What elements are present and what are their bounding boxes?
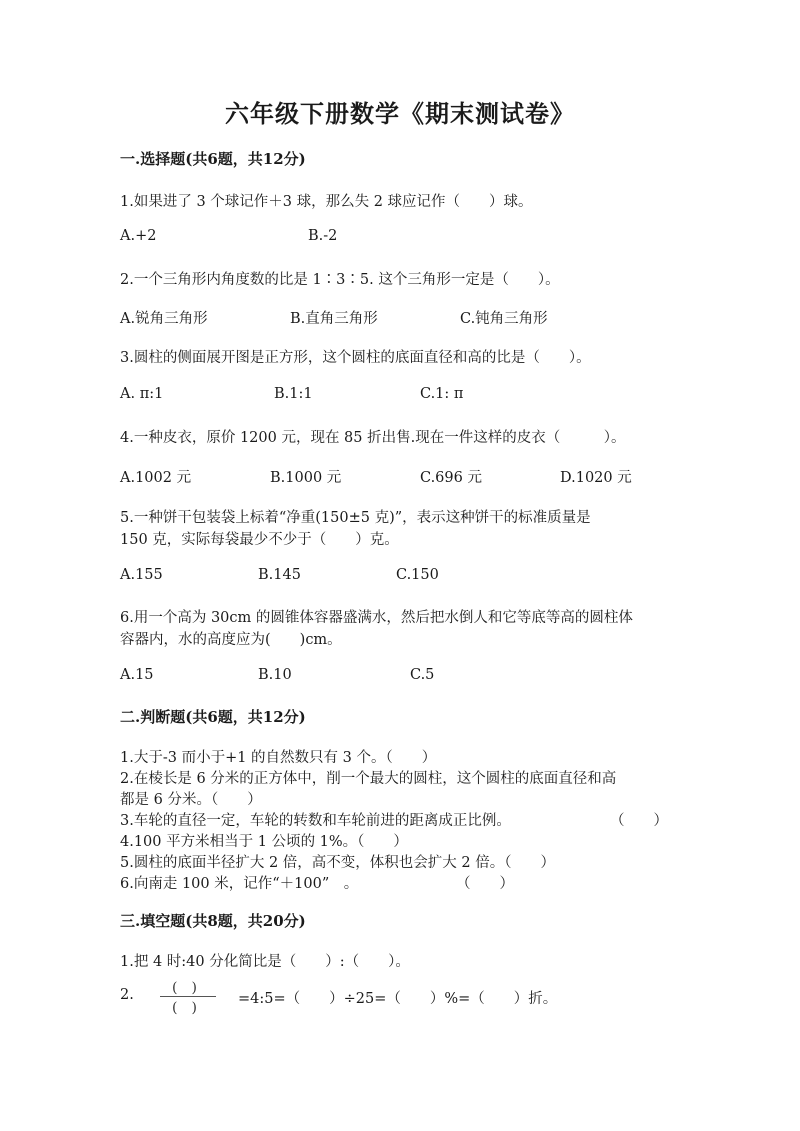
choice-question-5-line2: 150 克，实际每袋最少不少于（ ）克。 xyxy=(120,532,399,548)
fill-blank-question-2-number: 2. xyxy=(120,987,134,1003)
fill-blank-question-2-rest: =4:5=（ ）÷25=（ ）%=（ ）折。 xyxy=(238,991,558,1007)
section-heading-fill-blank: 三.填空题(共8题，共20分) xyxy=(120,912,306,930)
choice-question-4: 4.一种皮衣，原价 1200 元，现在 85 折出售.现在一件这样的皮衣（ ）。 xyxy=(120,430,626,446)
choice-5-option-b: B.145 xyxy=(258,567,301,583)
choice-4-option-a: A.1002 元 xyxy=(120,470,192,486)
choice-question-2: 2.一个三角形内角度数的比是 1∶3∶5. 这个三角形一定是（ ）。 xyxy=(120,272,560,288)
choice-6-option-c: C.5 xyxy=(410,667,435,683)
judgement-item-6: 6.向南走 100 米，记作“＋100” 。 xyxy=(120,876,359,892)
choice-question-5-line1: 5.一种饼干包装袋上标着“净重(150±5 克)”，表示这种饼干的标准质量是 xyxy=(120,510,591,526)
fill-blank-question-1: 1.把 4 时:40 分化简比是（ ）:（ ）。 xyxy=(120,954,410,970)
choice-3-option-a: A. π:1 xyxy=(120,386,164,402)
fraction-denominator-blank: ( ) xyxy=(172,1000,197,1016)
blank-fraction xyxy=(160,977,216,1015)
choice-question-1: 1.如果进了 3 个球记作＋3 球，那么失 2 球应记作（ ）球。 xyxy=(120,194,533,210)
judgement-item-3-paren: （ ） xyxy=(610,813,668,829)
choice-1-option-b: B.-2 xyxy=(308,228,338,244)
choice-4-option-d: D.1020 元 xyxy=(560,470,632,486)
judgement-item-5: 5.圆柱的底面半径扩大 2 倍，高不变，体积也会扩大 2 倍。（ ） xyxy=(120,855,555,871)
page-title: 六年级下册数学《期末测试卷》 xyxy=(225,99,575,128)
choice-4-option-b: B.1000 元 xyxy=(270,470,342,486)
choice-4-option-c: C.696 元 xyxy=(420,470,482,486)
choice-3-option-b: B.1:1 xyxy=(274,386,313,402)
judgement-item-2-line1: 2.在棱长是 6 分米的正方体中，削一个最大的圆柱，这个圆柱的底面直径和高 xyxy=(120,771,617,787)
choice-question-6-line2: 容器内，水的高度应为( )cm。 xyxy=(120,632,342,648)
choice-5-option-a: A.155 xyxy=(120,567,163,583)
choice-2-option-b: B.直角三角形 xyxy=(290,311,378,327)
choice-question-3: 3.圆柱的侧面展开图是正方形，这个圆柱的底面直径和高的比是（ ）。 xyxy=(120,350,591,366)
choice-6-option-b: B.10 xyxy=(258,667,292,683)
judgement-item-4: 4.100 平方米相当于 1 公顷的 1%。（ ） xyxy=(120,834,408,850)
choice-6-option-a: A.15 xyxy=(120,667,154,683)
choice-question-6-line1: 6.用一个高为 30cm 的圆锥体容器盛满水，然后把水倒人和它等底等高的圆柱体 xyxy=(120,610,633,626)
judgement-item-2-line2: 都是 6 分米。（ ） xyxy=(120,792,262,808)
fraction-numerator-blank: ( ) xyxy=(172,980,197,996)
judgement-item-3: 3.车轮的直径一定，车轮的转数和车轮前进的距离成正比例。 xyxy=(120,813,511,829)
choice-2-option-a: A.锐角三角形 xyxy=(120,311,208,327)
section-heading-judgement: 二.判断题(共6题，共12分) xyxy=(120,708,306,726)
judgement-item-6-paren: （ ） xyxy=(456,876,514,892)
judgement-item-1: 1.大于-3 而小于+1 的自然数只有 3 个。（ ） xyxy=(120,750,437,766)
choice-1-option-a: A.+2 xyxy=(120,228,157,244)
choice-2-option-c: C.钝角三角形 xyxy=(460,311,548,327)
section-heading-choice: 一.选择题(共6题，共12分) xyxy=(120,150,306,168)
choice-3-option-c: C.1: π xyxy=(420,386,464,402)
choice-5-option-c: C.150 xyxy=(396,567,439,583)
